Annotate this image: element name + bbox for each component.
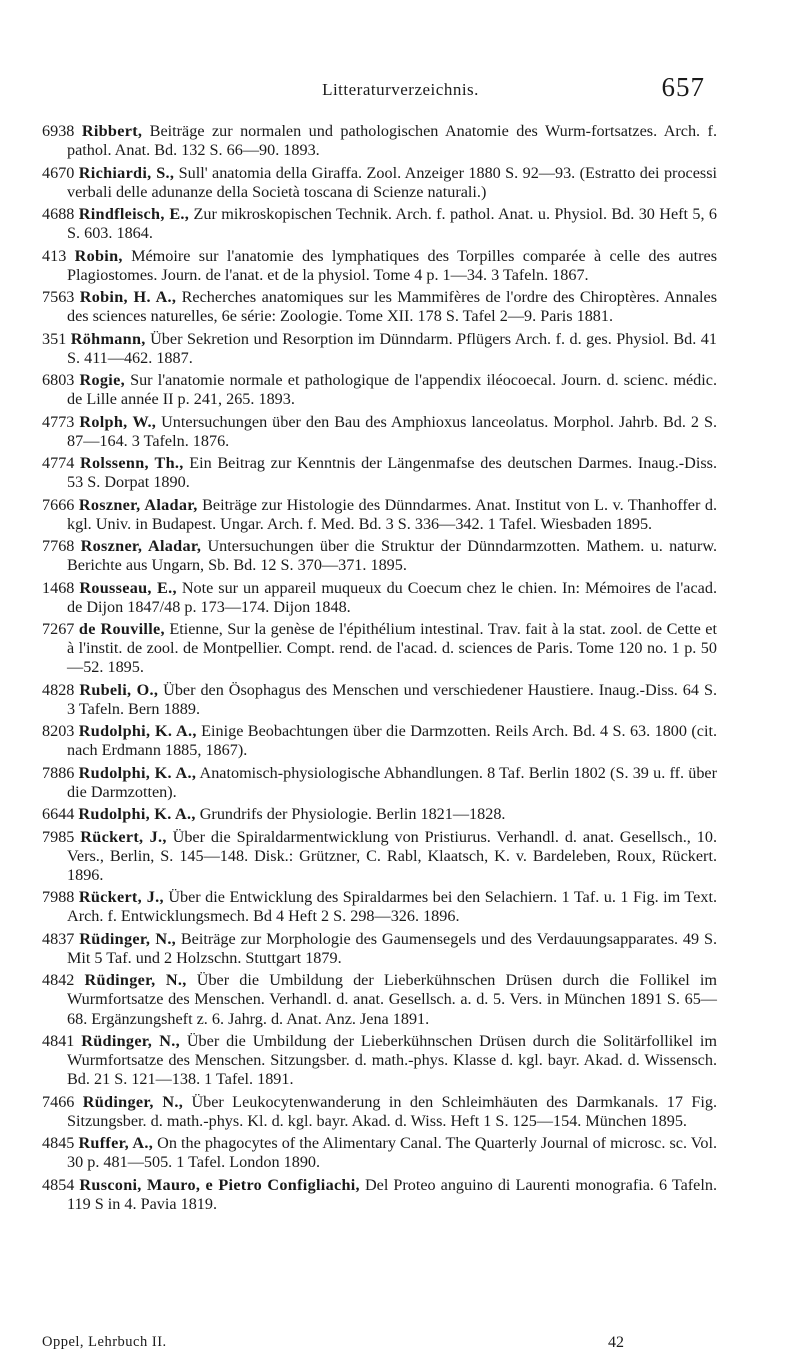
entry-author: Rolssenn, Th., <box>80 454 184 472</box>
entry-text: Sull' anatomia della Giraffa. Zool. Anzeiger 1880 S. 92—93. (Estratto dei processi verbali delle adunanze della Società toscana di Scienze naturali.) <box>67 163 718 201</box>
entry-number: 4854 <box>42 1175 75 1194</box>
entry-number: 7466 <box>42 1092 75 1111</box>
entry-number: 351 <box>42 329 67 348</box>
bibliography-entry <box>42 620 717 678</box>
page-header <box>0 74 801 110</box>
entry-author: Roszner, Aladar, <box>78 495 198 514</box>
entry-number: 7988 <box>42 888 75 907</box>
entry-author: Rindfleisch, E., <box>78 205 190 223</box>
entry-author: Ruffer, A., <box>78 1134 154 1153</box>
entry-text: Anatomisch-physiologische Abhandlungen. 8 Taf. Berlin 1802 (S. 39 u. ff. über die Darmzotten). <box>67 763 717 801</box>
entry-author: de Rouville, <box>78 620 165 638</box>
entry-text: Über die Umbildung der Lieberkühnschen Drüsen durch die Follikel im Wurmfortsatze des Menschen. Verhandl. d. anat. Gesellsch. a. d. 5. Vers. in München 1891 S. 65—68. Ergänzungsheft z. 6. Jahrg. d. Anat. Anz. Jena 1891. <box>67 971 718 1028</box>
entry-text: Beiträge zur Morphologie des Gaumensegels und des Verdauungsapparates. 49 S. Mit 5 Taf. und 2 Holzschn. Stuttgart 1879. <box>67 929 718 967</box>
entry-number: 8203 <box>42 722 75 741</box>
entry-number: 4688 <box>42 205 75 223</box>
entry-text: Über die Umbildung der Lieberkühnschen Drüsen durch die Solitärfollikel im Wurmfortsatze des Menschen. Sitzungsber. d. math.-phys. Klasse d. kgl. bayr. Akad. d. Wissensch. Bd. 21 S. 121—138. 1 Tafel. 1891. <box>67 1031 717 1089</box>
entry-number: 413 <box>42 246 67 265</box>
entry-author: Rousseau, E., <box>79 578 177 597</box>
bibliography-entry <box>42 122 717 160</box>
bibliography-entry <box>42 722 717 760</box>
entry-author: Richiardi, S., <box>78 163 175 182</box>
entry-author: Rudolphi, K. A., <box>78 763 197 782</box>
bibliography-entry <box>42 805 717 824</box>
entry-author: Rogie, <box>79 371 125 389</box>
entry-number: 6644 <box>42 805 75 824</box>
entry-author: Rubeli, O., <box>79 680 159 699</box>
entry-number: 4670 <box>42 163 75 182</box>
bibliography-entry <box>42 205 717 243</box>
entry-text: Über den Ösophagus des Menschen und verschiedener Haustiere. Inaug.-Diss. 64 S. 3 Tafeln. Bern 1889. <box>67 680 717 718</box>
entry-author: Rudolphi, K. A., <box>78 805 196 824</box>
bibliography-entry <box>42 1093 717 1131</box>
entry-author: Rüdinger, N., <box>79 929 177 948</box>
bibliography-entry <box>42 371 717 409</box>
bibliography-list <box>42 122 717 1217</box>
entry-text: Einige Beobachtungen über die Darmzotten. Reils Arch. Bd. 4 S. 63. 1800 (cit. nach Erdmann 1885, 1867). <box>67 722 717 760</box>
entry-author: Röhmann, <box>70 329 146 348</box>
entry-number: 7267 <box>42 620 75 638</box>
entry-author: Rolph, W., <box>79 412 157 431</box>
entry-number: 4837 <box>42 929 75 948</box>
bibliography-entry <box>42 971 717 1029</box>
bibliography-entry <box>42 1032 717 1090</box>
running-title: Litteraturverzeichnis. <box>322 80 479 99</box>
entry-author: Rusconi, Mauro, e Pietro Configliachi, <box>79 1175 360 1194</box>
entry-text: Über die Entwicklung des Spiraldarmes bei den Selachiern. 1 Taf. u. 1 Fig. im Text. Arch. f. Entwicklungsmech. Bd 4 Heft 2 S. 298—326. 1896. <box>67 888 717 926</box>
entry-number: 7768 <box>42 537 75 555</box>
entry-text: Beiträge zur Histologie des Dünndarmes. Anat. Institut von L. v. Thanhoffer d. kgl. Univ. in Budapest. Ungar. Arch. f. Med. Bd. 3 S. 336—342. 1 Tafel. Wiesbaden 1895. <box>67 495 718 533</box>
entry-text: Mémoire sur l'anatomie des lymphatiques des Torpilles comparée à celle des autres Plagiostomes. Journ. de l'anat. et de la physiol. Tome 4 p. 1—34. 3 Tafeln. 1867. <box>67 246 717 284</box>
bibliography-entry <box>42 164 717 202</box>
entry-number: 4828 <box>42 680 75 699</box>
entry-text: Beiträge zur normalen und pathologischen Anatomie des Wurm-fortsatzes. Arch. f. pathol. Anat. Bd. 132 S. 66—90. 1893. <box>67 122 717 160</box>
entry-text: Etienne, Sur la genèse de l'épithélium intestinal. Trav. fait à la stat. zool. de Cette et à l'instit. de zool. de Montpellier. Compt. rend. de l'acad. d. sciences de Paris. Tome 120 no. 1 p. 50—52. 1895. <box>67 620 717 677</box>
bibliography-entry <box>42 1134 717 1172</box>
entry-author: Robin, <box>74 246 123 265</box>
entry-text: Recherches anatomiques sur les Mammifères de l'ordre des Chiroptères. Annales des sciences naturelles, 6e série: Zoologie. Tome XII. 178 S. Tafel 2—9. Paris 1881. <box>67 288 718 326</box>
entry-number: 4774 <box>42 454 75 472</box>
bibliography-entry <box>42 330 717 368</box>
bibliography-entry <box>42 681 717 719</box>
entry-text: Note sur un appareil muqueux du Coecum chez le chien. In: Mémoires de l'acad. de Dijon 1847/48 p. 173—174. Dijon 1848. <box>67 578 717 616</box>
entry-text: Über die Spiraldarmentwicklung von Pristiurus. Verhandl. d. anat. Gesellsch., 10. Vers., Berlin, S. 145—148. Disk.: Grützner, C. Rabl, Klaatsch, K. v. Bardeleben, Roux, Rückert. 1896. <box>67 827 717 884</box>
page-number: 657 <box>661 72 705 102</box>
entry-text: Über Leukocytenwanderung in den Schleimhäuten des Darmkanals. 17 Fig. Sitzungsber. d. math.-phys. Kl. d. kgl. bayr. Akad. d. Wiss. Heft 1 S. 125—154. München 1895. <box>67 1092 718 1130</box>
bibliography-entry <box>42 1176 717 1214</box>
entry-author: Rüdinger, N., <box>82 1092 184 1111</box>
bibliography-entry <box>42 288 717 326</box>
entry-number: 4842 <box>42 971 75 990</box>
entry-number: 1468 <box>42 578 75 597</box>
entry-text: Ein Beitrag zur Kenntnis der Längenmafse des deutschen Darmes. Inaug.-Diss. 53 S. Dorpat 1890. <box>67 454 718 492</box>
bibliography-entry <box>42 537 717 575</box>
bibliography-entry <box>42 828 717 886</box>
bibliography-entry <box>42 496 717 534</box>
entry-author: Roszner, Aladar, <box>80 537 202 555</box>
entry-text: Del Proteo anguino di Laurenti monografia. 6 Tafeln. 119 S in 4. Pavia 1819. <box>67 1175 718 1213</box>
bibliography-entry <box>42 413 717 451</box>
entry-author: Robin, H. A., <box>79 288 177 306</box>
entry-text: Sur l'anatomie normale et pathologique de l'appendix iléocoecal. Journ. d. scienc. médic. de Lille année II p. 241, 265. 1893. <box>67 371 717 409</box>
bibliography-entry <box>42 247 717 285</box>
bibliography-entry <box>42 888 717 926</box>
entry-author: Rudolphi, K. A., <box>78 722 197 741</box>
entry-text: On the phagocytes of the Alimentary Canal. The Quarterly Journal of microsc. sc. Vol. 30 p. 481—505. 1 Tafel. London 1890. <box>67 1134 718 1172</box>
entry-number: 6803 <box>42 371 75 389</box>
entry-author: Rückert, J., <box>80 827 167 846</box>
bibliography-entry <box>42 930 717 968</box>
entry-number: 4841 <box>42 1031 75 1050</box>
signature-mark: 42 <box>608 1334 624 1351</box>
entry-text: Untersuchungen über den Bau des Amphioxus lanceolatus. Morphol. Jahrb. Bd. 2 S. 87—164. 3 Tafeln. 1876. <box>67 412 717 450</box>
entry-text: Über Sekretion und Resorption im Dünndarm. Pflügers Arch. f. d. ges. Physiol. Bd. 41 S. 411—462. 1887. <box>67 329 717 367</box>
entry-number: 4845 <box>42 1134 75 1153</box>
entry-number: 4773 <box>42 412 75 431</box>
bibliography-entry <box>42 579 717 617</box>
entry-number: 7886 <box>42 763 75 782</box>
entry-text: Zur mikroskopischen Technik. Arch. f. pathol. Anat. u. Physiol. Bd. 30 Heft 5, 6 S. 603. 1864. <box>67 205 718 243</box>
entry-number: 7666 <box>42 495 75 514</box>
entry-number: 7985 <box>42 827 75 846</box>
bibliography-entry <box>42 454 717 492</box>
entry-text: Untersuchungen über die Struktur der Dünndarmzotten. Mathem. u. naturw. Berichte aus Ungarn, Sb. Bd. 12 S. 370—371. 1895. <box>67 537 718 575</box>
entry-author: Rüdinger, N., <box>84 971 187 990</box>
bibliography-entry <box>42 764 717 802</box>
entry-text: Grundrifs der Physiologie. Berlin 1821—1828. <box>195 805 506 824</box>
entry-number: 6938 <box>42 122 75 140</box>
footer-book-title: Oppel, Lehrbuch II. <box>42 1334 167 1350</box>
entry-author: Rüdinger, N., <box>81 1031 180 1050</box>
entry-number: 7563 <box>42 288 75 306</box>
entry-author: Rückert, J., <box>78 888 164 907</box>
entry-author: Ribbert, <box>81 122 143 140</box>
